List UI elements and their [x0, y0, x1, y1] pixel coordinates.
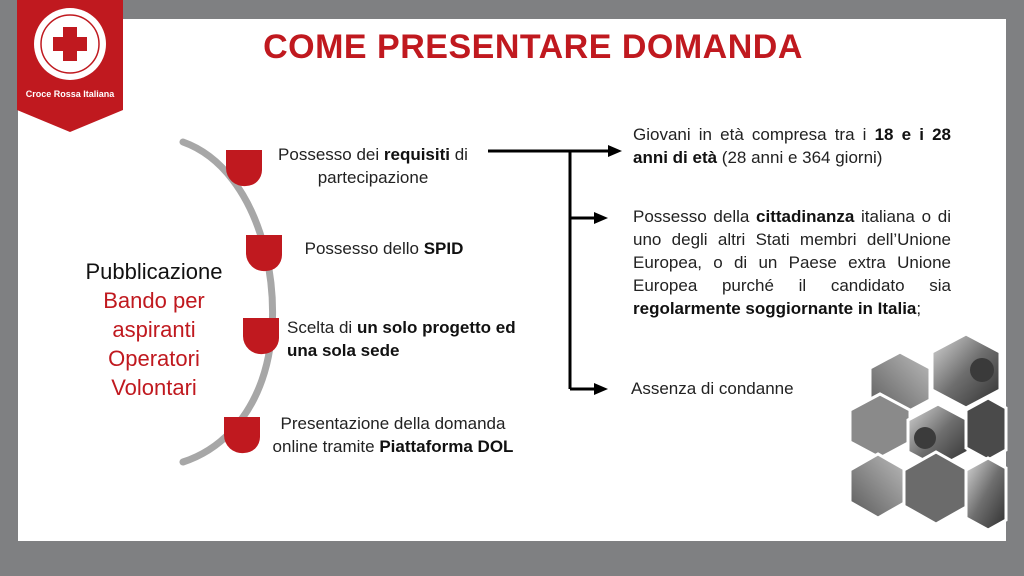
page-title: COME PRESENTARE DOMANDA: [263, 28, 803, 66]
req-1-text-end: (28 anni e 364 giorni): [717, 148, 883, 167]
step-1-text: Possesso dei: [278, 145, 384, 164]
step-3-bold: un solo progetto ed una sola sede: [287, 318, 516, 360]
step-domanda: [262, 412, 524, 458]
req-2-bold-2: regolarmente soggiornante in Italia: [633, 299, 917, 318]
announcement-line-2: Bando per: [103, 288, 205, 313]
step-3-text: Scelta di: [287, 318, 357, 337]
req-2-text: Possesso della: [633, 207, 757, 226]
req-2-text-end: ;: [916, 299, 922, 318]
req-1-text: Giovani in età compresa tra i: [633, 125, 875, 144]
croce-rossa-logo: [17, 0, 123, 132]
step-4-bold: Piattaforma DOL: [379, 437, 514, 456]
hexagon-photo-collage: [850, 334, 1006, 530]
arrow-heads: [594, 145, 622, 395]
requirement-convictions: [631, 377, 871, 400]
step-2-text: Possesso dello: [304, 239, 424, 258]
announcement-line-5: Volontari: [111, 375, 197, 400]
announcement-block: [62, 257, 246, 402]
step-marker-2: [246, 235, 282, 271]
step-requisiti: [268, 143, 478, 189]
step-4-text: Presentazione della domanda online tramite: [272, 414, 506, 456]
step-spid: [294, 237, 474, 260]
announcement-line-1: Pubblicazione: [85, 259, 223, 284]
logo-caption: Croce Rossa Italiana: [25, 89, 115, 99]
req-2-text-mid: italiana o di uno degli altri Stati membri dell’Unione Europea, o di un Paese extra Unione Europea purché il candidato sia: [633, 207, 951, 295]
step-1-bold: requisiti: [383, 145, 450, 164]
announcement-line-3: aspiranti: [112, 317, 196, 342]
req-3-text: Assenza di condanne: [631, 379, 794, 398]
step-2-bold: SPID: [423, 239, 464, 258]
req-1-bold: 18 e i 28 anni di età: [633, 125, 951, 167]
step-marker-4: [224, 417, 260, 453]
step-1-text-end: di partecipazione: [317, 145, 468, 187]
req-2-bold: cittadinanza: [756, 207, 855, 226]
requirement-age: [633, 123, 951, 169]
step-marker-1: [226, 150, 262, 186]
step-marker-3: [243, 318, 279, 354]
step-progetto: [287, 316, 517, 362]
requirement-citizenship: [633, 205, 951, 320]
announcement-line-4: Operatori: [108, 346, 200, 371]
